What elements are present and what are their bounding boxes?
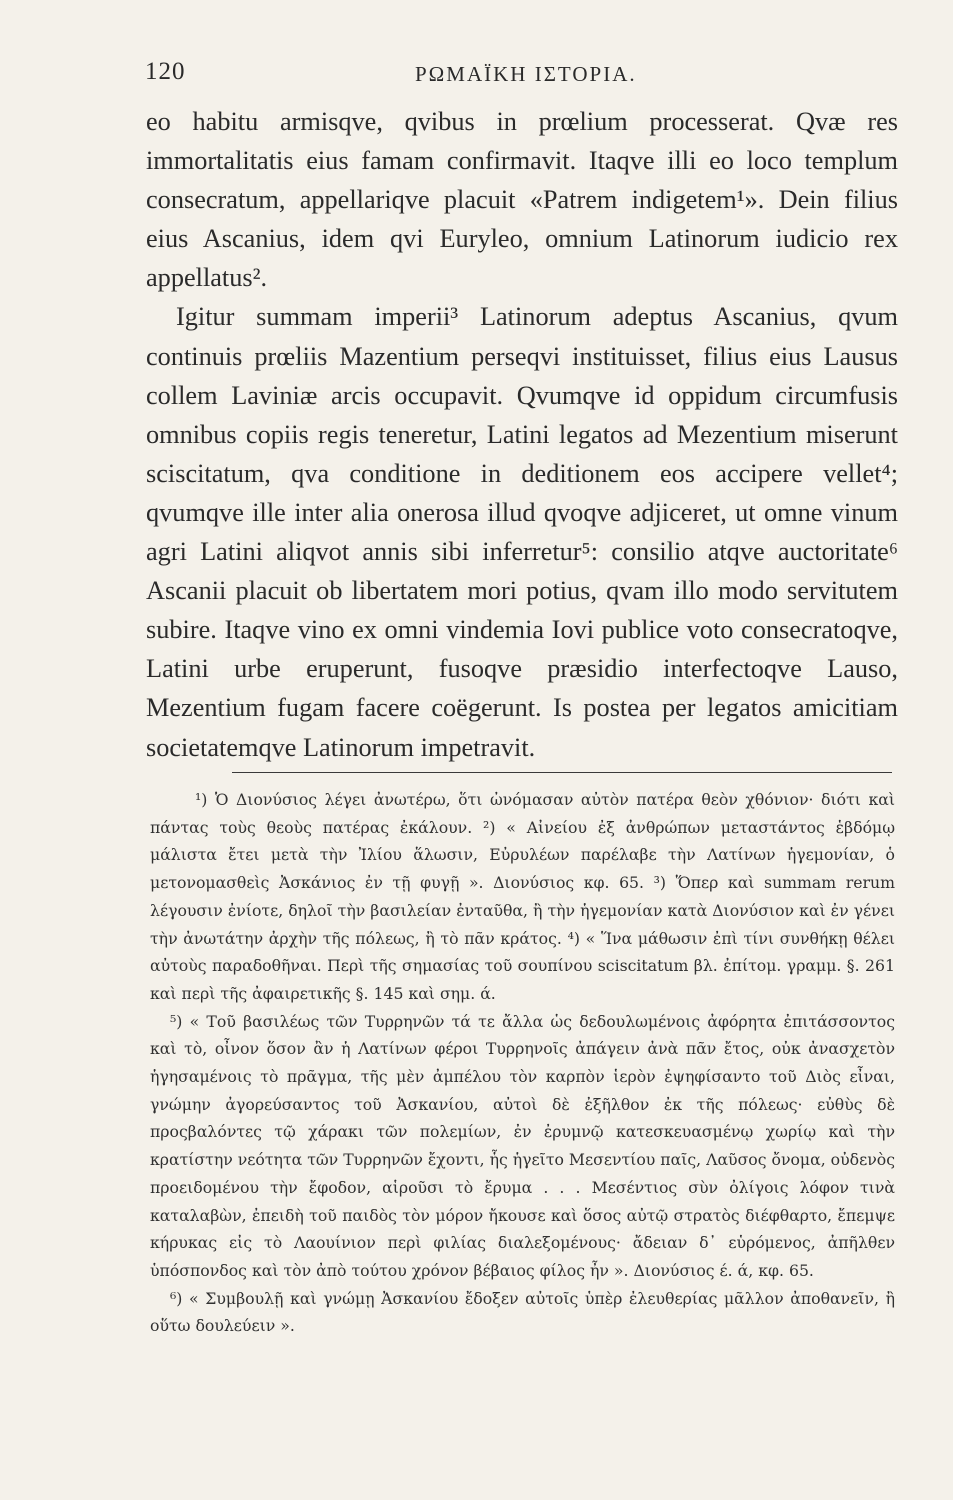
footnotes [150,786,895,1340]
footnote-6: ⁶) « Συμβουλῇ καὶ γνώμῃ Ἀσκανίου ἔδοξεν αὐτοῖς ὑπὲρ ἐλευθερίας μᾶλλον ἀποθανεῖν, ἢ οὕτω δουλεύειν ». [150,1288,895,1336]
footnote-1-4: ¹) Ὁ Διονύσιος λέγει ἀνωτέρω, ὅτι ὠνόμασαν αὐτὸν πατέρα θεὸν χθόνιον· διότι καὶ πάντας τοὺς θεοὺς πατέρας ἐκάλουν. ²) « Αἰνείου ἐξ ἀνθρώπων μεταστάντος ἑβδόμῳ μάλιστα ἔτει μετὰ τὴν Ἰλίου ἅλωσιν, Εὐρυλέων παρέλαβε τὴν Λατίνων ἡγεμονίαν, ὁ μετονομασθεὶς Ἀσκάνιος ἐν τῇ φυγῇ ». Διονύσιος κφ. 65. ³) Ὅπερ καὶ summam rerum λέγουσιν ἐνίοτε, δηλοῖ τὴν βασιλείαν ἐνταῦθα, ἢ τὴν ἡγεμονίαν κατὰ Διονύσιον καὶ ἐν γένει τὴν ἀνωτάτην ἀρχὴν τῆς πόλεως, ἢ τὸ πᾶν κράτος. ⁴) « Ἵνα μάθωσιν ἐπὶ τίνι συνθήκῃ θέλει αὐτοὺς παραδοθῆναι. Περὶ τῆς σημασίας τοῦ σουπίνου sciscitatum βλ. ἐπίτομ. γραμμ. §. 261 καὶ περὶ τῆς ἀφαιρετικῆς §. 145 καὶ σημ. ά. [150,790,895,1003]
paragraph-2: Igitur summam imperii³ Latinorum adeptus Ascanius, qvum continuis prœliis Mazentium perseqvi instituisset, filius eius Lausus collem Laviniæ arcis occupavit. Qvumqve id oppidum circumfusis omnibus copiis regis teneretur, Latini legatos ad Mezentium miserunt sciscitatum, qva conditione in deditionem eos accipere vellet⁴; qvumqve ille inter alia onerosa illud qvoqve adjiceret, ut omne vinum agri Latini aliqvot annis sibi inferretur⁵: consilio atqve auctoritate⁶ Ascanii placuit ob libertatem mori potius, qvam illo modo servitutem subire. Itaqve vino ex omni vindemia Iovi publice voto consecratoqve, Latini urbe eruperunt, fusoqve præsidio interfectoqve Lauso, Mezentium fugam facere coëgerunt. Is postea per legatos amicitiam societatemqve Latinorum impetravit. [146,302,898,762]
page-number: 120 [145,58,186,85]
page-header [135,58,895,98]
footnote-divider [232,772,892,773]
running-title: ΡΩΜΑΪΚΗ ΙΣΤΟΡΙΑ. [415,62,637,86]
footnote-5: ⁵) « Τοῦ βασιλέως τῶν Τυρρηνῶν τά τε ἄλλα ὡς δεδουλωμένοις ἀφόρητα ἐπιτάσσοντος καὶ τὸ, οἶνον ὅσον ἂν ἡ Λατίνων φέροι Τυρρηνοῖς ἀπάγειν ἀνὰ πᾶν ἔτος, οὐκ ἀνασχετὸν ἡγησαμένοις τὸ πρᾶγμα, τῆς μὲν ἀμπέλου τὸν καρπὸν ἱερὸν ἐψηφίσαντο τοῦ Διὸς εἶναι, γνώμην ἀγορεύσαντος τοῦ Ἀσκανίου, αὐτοὶ δὲ ἐξῆλθον ἐκ τῆς πόλεως· εὐθὺς δὲ προςβαλόντες τῷ χάρακι τῶν πολεμίων, ἐν ἐρυμνῷ κατεσκευασμένῳ χωρίῳ καὶ τὴν κρατίστην νεότητα τῶν Τυρρηνῶν ἔχοντι, ἧς ἡγεῖτο Μεσεντίου παῖς, Λαῦσος ὄνομα, οὐδενὸς προειδομένου τὴν ἔφοδον, αἱροῦσι τὸ ἔρυμα . . . Μεσέντιος σὺν ὀλίγοις λόφον τινὰ καταλαβὼν, ἐπειδὴ τοῦ παιδὸς τὸν μόρον ἤκουσε καὶ ὅσος αὐτῷ στρατὸς διέφθαρτο, ἔπεμψε κήρυκας εἰς τὸ Λαουίνιον περὶ φιλίας διαλεξομένους· ἄδειαν δ᾽ εὑρόμενος, ἀπῆλθεν ὑπόσπονδος καὶ τὸν ἀπὸ τούτου χρόνον βέβαιος φίλος ἦν ». Διονύσιος έ. ά, κφ. 65. [150,1011,896,1280]
paragraph-1: eo habitu armisqve, qvibus in prœlium processerat. Qvæ res immortalitatis eius famam confirmavit. Itaqve illi eo loco templum consecratum, appellariqve placuit «Patrem indigetem¹». Dein filius eius Ascanius, idem qvi Euryleo, omnium Latinorum iudicio rex appellatus². [146,107,898,293]
main-text [146,102,898,767]
